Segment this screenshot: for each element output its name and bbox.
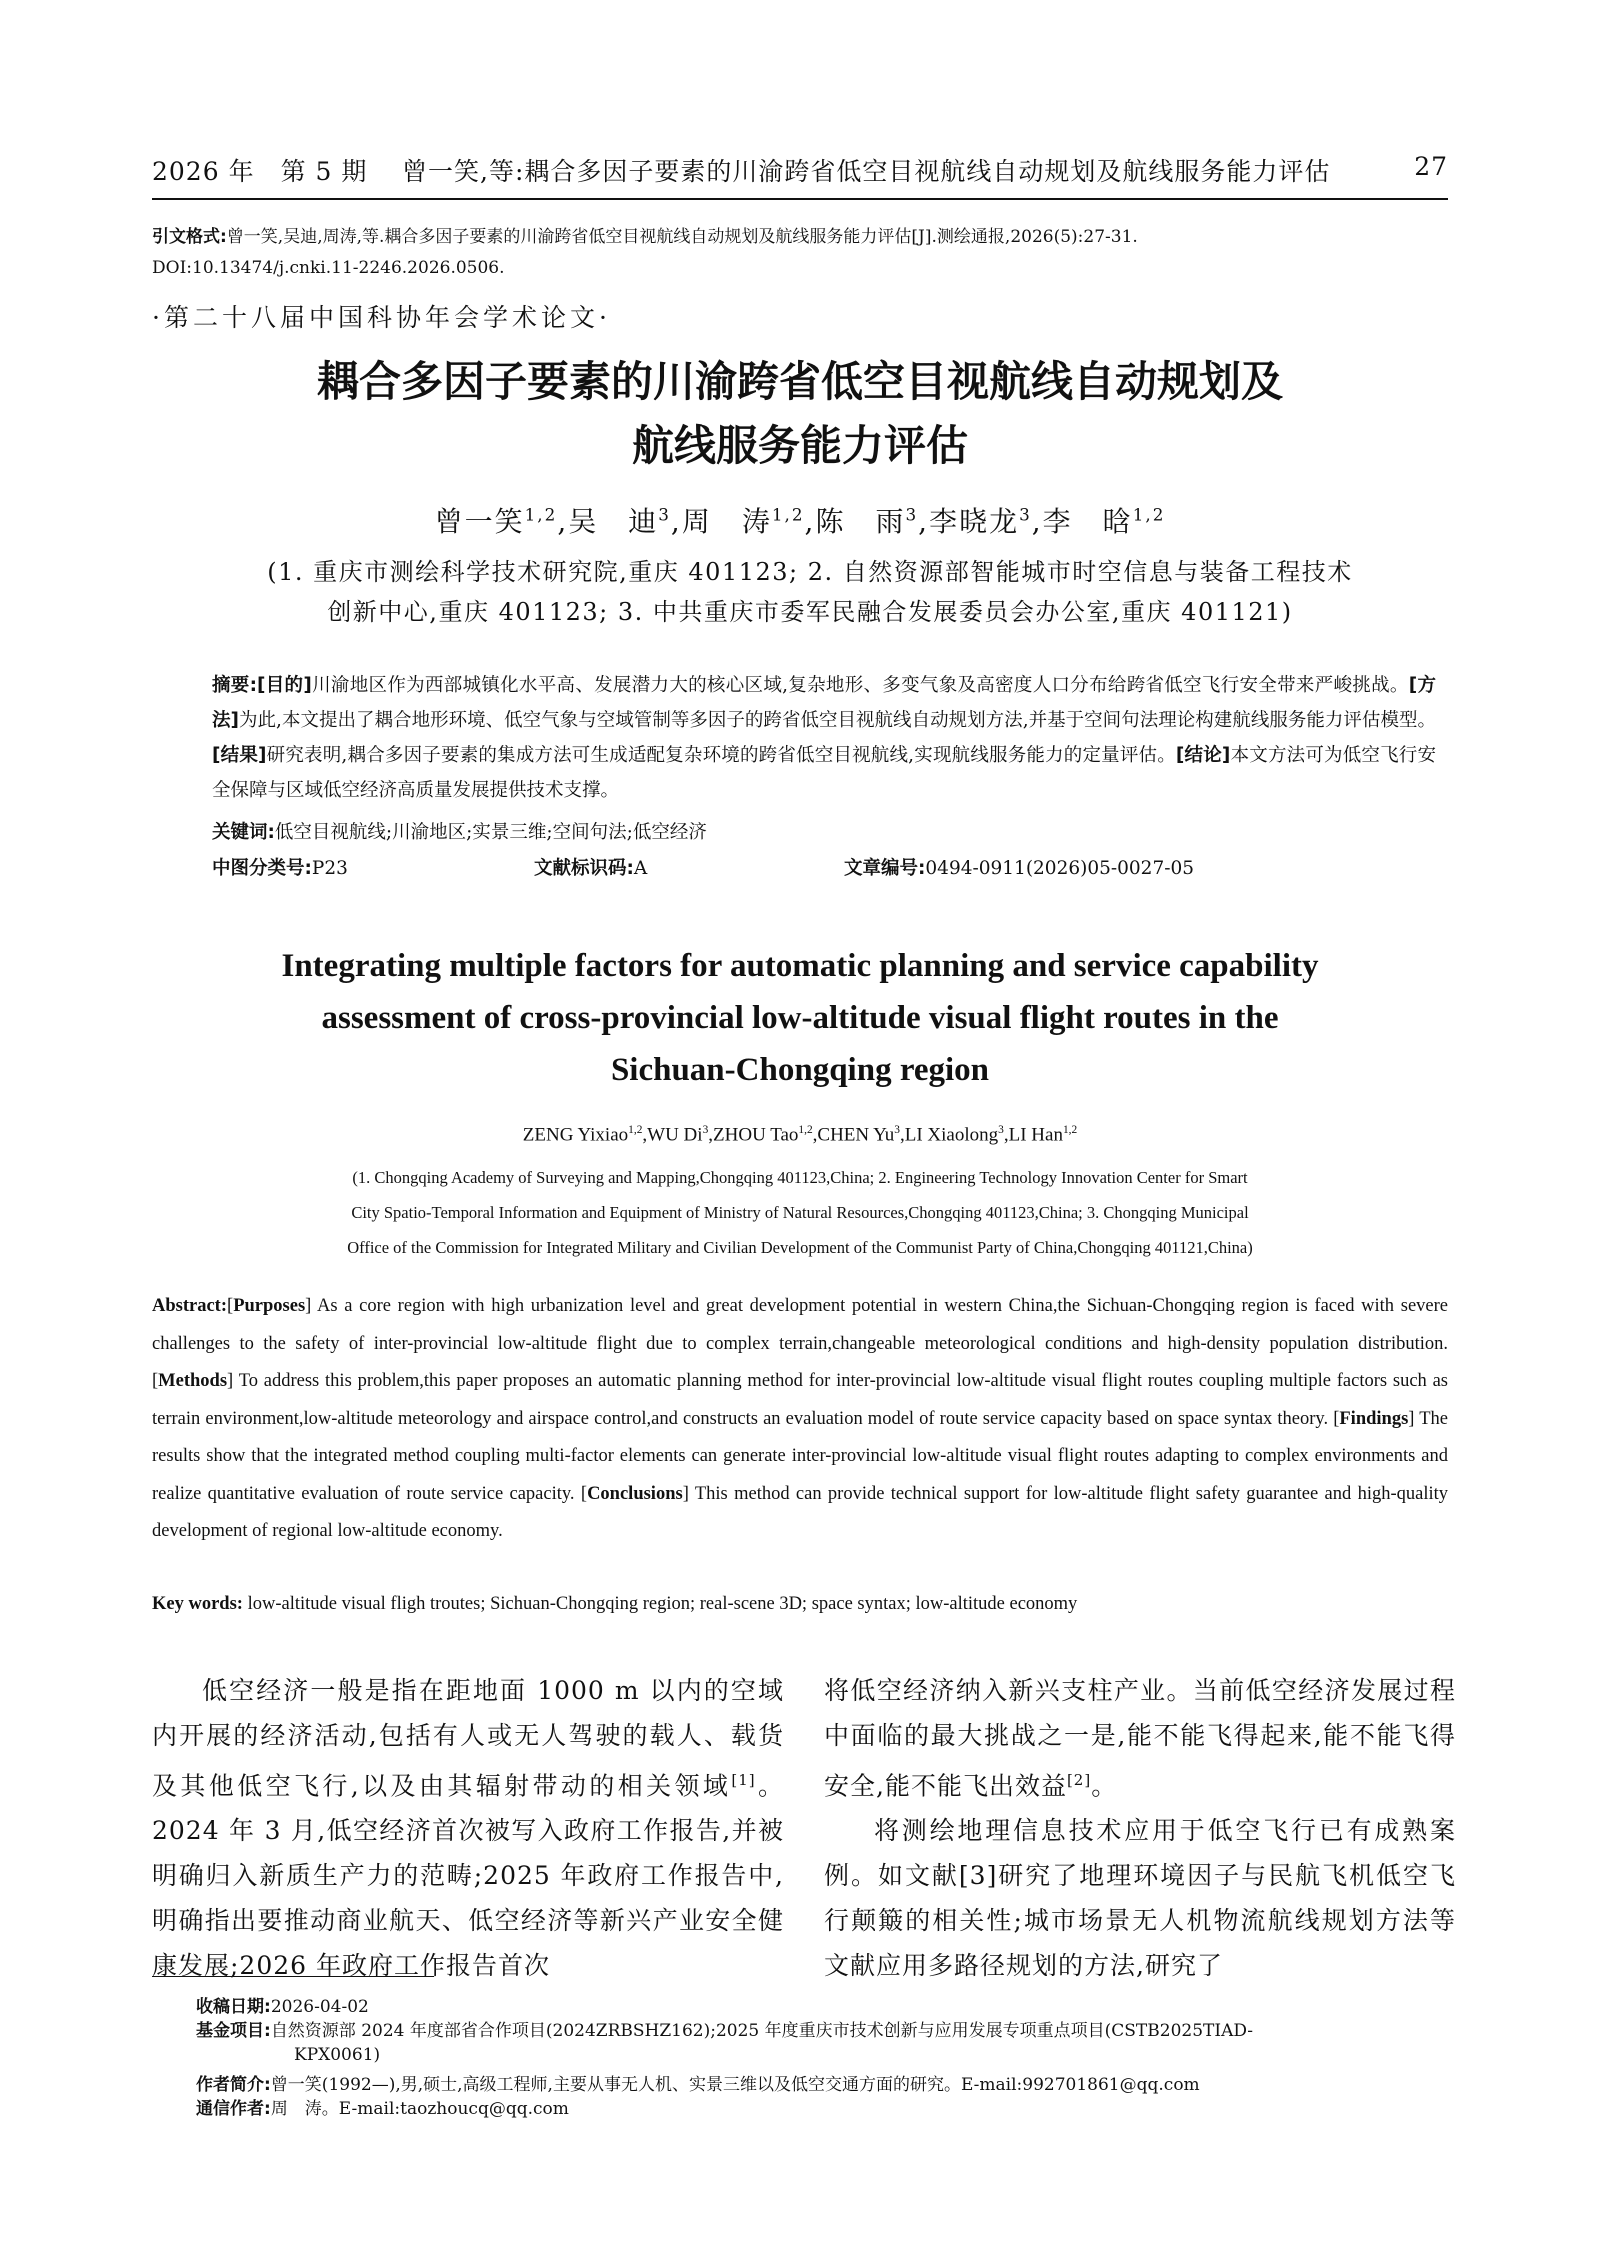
doc-code bbox=[534, 854, 647, 880]
citation-label: 引文格式: bbox=[152, 227, 227, 247]
article-label: 文章编号: bbox=[844, 858, 926, 879]
corr-label: 通信作者: bbox=[196, 2099, 271, 2119]
footnote-fund-cont: KPX0061) bbox=[294, 2045, 381, 2065]
author-en: ZENG Yixiao bbox=[522, 1124, 629, 1146]
author-sup: 1,2 bbox=[798, 1124, 813, 1136]
title-cn bbox=[152, 350, 1448, 478]
clc-value: P23 bbox=[311, 858, 348, 879]
purpose-cn: 川渝地区作为西部城镇化水平高、发展潜力大的核心区域,复杂地形、多变气象及高密度人口分布给跨省低空飞行安全带来严峻挑战。 bbox=[311, 675, 1409, 696]
author-en: LI Xiaolong bbox=[904, 1124, 999, 1146]
author-sup: 3 bbox=[702, 1124, 709, 1136]
received-label: 收稿日期: bbox=[196, 1997, 271, 2017]
abstract-en: Abstract:[Purposes] As a core region with high urbanization level and great development potential in western China,the Sichuan-Chongqing region is faced with severe challenges to the safety of inter-provincial low-altitude flight due to complex terrain,changeable meteorological conditions and high-density population distribution. [Methods] To address this problem,this paper proposes an automatic planning method for inter-provincial low-altitude visual flight routes coupling multiple factors such as terrain environment,low-altitude meteorology and airspace control,and constructs an evaluation model of route service capacity based on space syntax theory. [Findings] The results show that the integrated method coupling multi-factor elements can generate inter-provincial low-altitude visual flight routes adapting to complex environments and realize quantitative evaluation of route service capacity. [Conclusions] This method can provide technical support for low-altitude flight safety guarantee and high-quality development of regional low-altitude economy. bbox=[152, 1296, 1448, 1541]
method-cn: 为此,本文提出了耦合地形环境、低空气象与空域管制等多因子的跨省低空目视航线自动规划方法,并基于空间句法理论构建航线服务能力评估模型。 bbox=[238, 710, 1436, 731]
author-en: CHEN Yu bbox=[817, 1124, 895, 1146]
author-cn: 陈 雨 bbox=[815, 505, 906, 538]
conclusion-cn: 本文方法可为低空飞行安全保障与区域低空经济高质量发展提供技术支撑。 bbox=[212, 745, 1436, 801]
reference-mark: [2] bbox=[1066, 1771, 1092, 1789]
author-en: LI Han bbox=[1008, 1124, 1063, 1146]
footnote-received bbox=[196, 1996, 1446, 2019]
author-sup: 3 bbox=[658, 504, 671, 525]
author-cn: 李 晗 bbox=[1042, 505, 1133, 538]
affiliation-en bbox=[200, 1160, 1400, 1265]
abstract-cn-label: 摘要: bbox=[212, 675, 257, 696]
running-title: 曾一笑,等:耦合多因子要素的川渝跨省低空目视航线自动规划及航线服务能力评估 bbox=[402, 157, 1331, 186]
title-en bbox=[152, 940, 1448, 1096]
author-sup: 3 bbox=[1019, 504, 1032, 525]
affiliation-cn-line-1: (1. 重庆市测绘科学技术研究院,重庆 401123; 2. 自然资源部智能城市时空信息与装备工程技术 bbox=[267, 558, 1353, 586]
title-en-line-1: Integrating multiple factors for automatic planning and service capability bbox=[281, 948, 1319, 984]
author-cn: 周 涛 bbox=[681, 505, 772, 538]
abstract-en-label: Abstract: bbox=[152, 1296, 228, 1316]
body-right-column bbox=[824, 1668, 1456, 1988]
keywords-cn-label: 关键词: bbox=[212, 822, 275, 843]
result-cn: 研究表明,耦合多因子要素的集成方法可生成适配复杂环境的跨省低空目视航线,实现航线服务能力的定量评估。 bbox=[266, 745, 1176, 766]
author-en: WU Di bbox=[647, 1124, 703, 1146]
fund-text: 自然资源部 2024 年度部省合作项目(2024ZRBSHZ162);2025 年度重庆市技术创新与应用发展专项重点项目(CSTB2025TIAD- bbox=[270, 2021, 1254, 2041]
article-number bbox=[844, 854, 1194, 880]
received-date: 2026-04-02 bbox=[270, 1997, 369, 2017]
doc-value: A bbox=[633, 858, 648, 879]
purposes-label: Purposes bbox=[233, 1296, 306, 1316]
citation-doi: DOI:10.13474/j.cnki.11-2246.2026.0506. bbox=[152, 258, 505, 278]
author-cn: 李晓龙 bbox=[929, 505, 1020, 538]
conclusions-text: This method can provide technical support for low-altitude flight safety guarantee and high-quality development of regional low-altitude economy. bbox=[152, 1483, 1448, 1541]
fund-label: 基金项目: bbox=[196, 2021, 271, 2041]
authors-cn: 曾一笑$^{1,2}$,吴 迪$^3$,周 涛$^{1,2}$,陈 雨$^3$,李晓龙$^3$,李 晗$^{1,2}$ bbox=[434, 504, 1166, 538]
body-paragraph bbox=[152, 1668, 784, 1988]
footnote-rule bbox=[152, 1976, 434, 1977]
reference-mark: [1] bbox=[731, 1771, 756, 1789]
footnote-fund bbox=[196, 2020, 1446, 2043]
keywords-cn bbox=[212, 818, 1436, 844]
footnote-author bbox=[196, 2074, 1446, 2097]
title-cn-line-1: 耦合多因子要素的川渝跨省低空目视航线自动规划及 bbox=[316, 357, 1283, 406]
author-sup: 1,2 bbox=[1062, 1124, 1078, 1136]
abstract-cn bbox=[212, 668, 1436, 808]
body-left-column bbox=[152, 1668, 784, 1988]
author-en: ZHOU Tao bbox=[713, 1124, 799, 1146]
citation-line-1 bbox=[152, 222, 1448, 253]
author-bio: 曾一笑(1992—),男,硕士,高级工程师,主要从事无人机、实景三维以及低空交通方面的研究。E-mail:992701861@qq.com bbox=[270, 2075, 1200, 2095]
body-paragraph: 将测绘地理信息技术应用于低空飞行已有成熟案例。如文献[3]研究了地理环境因子与民航飞机低空飞行颠簸的相关性;城市场景无人机物流航线规划方法等文献应用多路径规划的方法,研究了 bbox=[824, 1816, 1456, 1981]
purpose-label-cn: [目的] bbox=[257, 675, 312, 696]
title-en-line-3: Sichuan-Chongqing region bbox=[610, 1052, 990, 1088]
author-label: 作者简介: bbox=[196, 2075, 271, 2095]
running-header bbox=[152, 152, 1448, 192]
article-value: 0494-0911(2026)05-0027-05 bbox=[925, 858, 1194, 879]
author-cn: 曾一笑 bbox=[434, 505, 525, 538]
methods-text: To address this problem,this paper proposes an automatic planning method for inter-provincial low-altitude visual flight routes coupling multiple factors such as terrain environment,low-altitude meteorology and airspace control,and constructs an evaluation model of route service capacity based on space syntax theory. bbox=[152, 1371, 1448, 1429]
title-en-line-2: assessment of cross-provincial low-altitude visual flight routes in the bbox=[321, 1000, 1279, 1036]
methods-label: Methods bbox=[158, 1371, 228, 1391]
author-sup: 3 bbox=[894, 1124, 900, 1136]
body-text: 低空经济一般是指在距地面 1000 m 以内的空域内开展的经济活动,包括有人或无人驾驶的载人、载货及其他低空飞行,以及由其辐射带动的相关领域 bbox=[152, 1676, 784, 1801]
conclusions-label: Conclusions bbox=[587, 1483, 683, 1504]
author-sup: 3 bbox=[905, 504, 919, 525]
author-cn: 吴 迪 bbox=[568, 505, 659, 538]
keywords-en bbox=[152, 1594, 1448, 1615]
keywords-en-label: Key words: bbox=[152, 1594, 243, 1614]
author-sup: 1,2 bbox=[628, 1124, 643, 1136]
body-text: 。2024 年 3 月,低空经济首次被写入政府工作报告,并被明确归入新质生产力的范畴;2025 年政府工作报告中,明确指出要推动商业航天、低空经济等新兴产业安全健康发展;2026 年政府工作报告首次 bbox=[152, 1771, 784, 1981]
findings-label: Findings bbox=[1339, 1408, 1409, 1429]
affiliation-cn-line-2: 创新中心,重庆 401123; 3. 中共重庆市委军民融合发展委员会办公室,重庆 401121) bbox=[327, 598, 1293, 626]
clc-label: 中图分类号: bbox=[212, 858, 312, 879]
method-label-cn: [方法] bbox=[212, 675, 1436, 731]
author-sup: 1,2 bbox=[771, 504, 805, 525]
title-cn-line-2: 航线服务能力评估 bbox=[631, 421, 968, 470]
keywords-cn-text: 低空目视航线;川渝地区;实景三维;空间句法;低空经济 bbox=[274, 822, 707, 843]
affiliation-en-line-1: (1. Chongqing Academy of Surveying and Mapping,Chongqing 401123,China; 2. Engineering Technology Innovation Center for Smart bbox=[352, 1168, 1248, 1187]
affiliation-en-line-2: City Spatio-Temporal Information and Equipment of Ministry of Natural Resources,Chongqing 401123,China; 3. Chongqing Municipal bbox=[351, 1203, 1249, 1222]
header-rule bbox=[152, 198, 1448, 200]
column-label: ·第二十八届中国科协年会学术论文· bbox=[152, 303, 611, 332]
findings-text: The results show that the integrated method coupling multi-factor elements can generate inter-provincial low-altitude visual flight routes adapting to complex environments and realize quantitative evaluation of route service capacity. bbox=[152, 1408, 1448, 1504]
citation-text: 曾一笑,吴迪,周涛,等.耦合多因子要素的川渝跨省低空目视航线自动规划及航线服务能力评估[J].测绘通报,2026(5):27-31. bbox=[226, 227, 1138, 247]
authors-en: ZENG Yixiao$^{1,2}$,WU Di$^3$,ZHOU Tao$^{1,2}$,CHEN Yu$^3$,LI Xiaolong$^3$,LI Han$^{1,2}$ bbox=[522, 1124, 1078, 1146]
result-label-cn: [结果] bbox=[212, 745, 267, 766]
clc-number bbox=[212, 854, 348, 880]
corr-text: 周 涛。E-mail:taozhoucq@qq.com bbox=[270, 2099, 569, 2119]
citation-block bbox=[152, 222, 1448, 284]
body-paragraph bbox=[824, 1668, 1456, 1808]
doc-label: 文献标识码: bbox=[534, 858, 634, 879]
year-issue: 2026 年 第 5 期 bbox=[152, 157, 368, 186]
body-text: 将低空经济纳入新兴支柱产业。当前低空经济发展过程中面临的最大挑战之一是,能不能飞得起来,能不能飞得安全,能不能飞出效益 bbox=[824, 1676, 1456, 1801]
author-sup: 3 bbox=[998, 1124, 1004, 1136]
purposes-text: As a core region with high urbanization level and great development potential in western China,the Sichuan-Chongqing region is faced with severe challenges to the safety of inter-provincial low-altitude flight due to complex terrain,changeable meteorological conditions and high-density population distribution. bbox=[152, 1296, 1448, 1354]
page-number: 27 bbox=[1414, 152, 1448, 181]
keywords-en-text: low-altitude visual fligh troutes; Sichuan-Chongqing region; real-scene 3D; space syntax; low-altitude economy bbox=[242, 1594, 1078, 1614]
conclusion-label-cn: [结论] bbox=[1175, 745, 1231, 766]
affiliation-en-line-3: Office of the Commission for Integrated Military and Civilian Development of the Communist Party of China,Chongqing 401121,China) bbox=[347, 1238, 1253, 1257]
footnote-corresponding bbox=[196, 2098, 1446, 2121]
author-sup: 1,2 bbox=[1132, 504, 1166, 525]
body-text: 。 bbox=[1091, 1771, 1118, 1801]
author-sup: 1,2 bbox=[524, 504, 558, 525]
affiliation-cn bbox=[210, 552, 1410, 632]
